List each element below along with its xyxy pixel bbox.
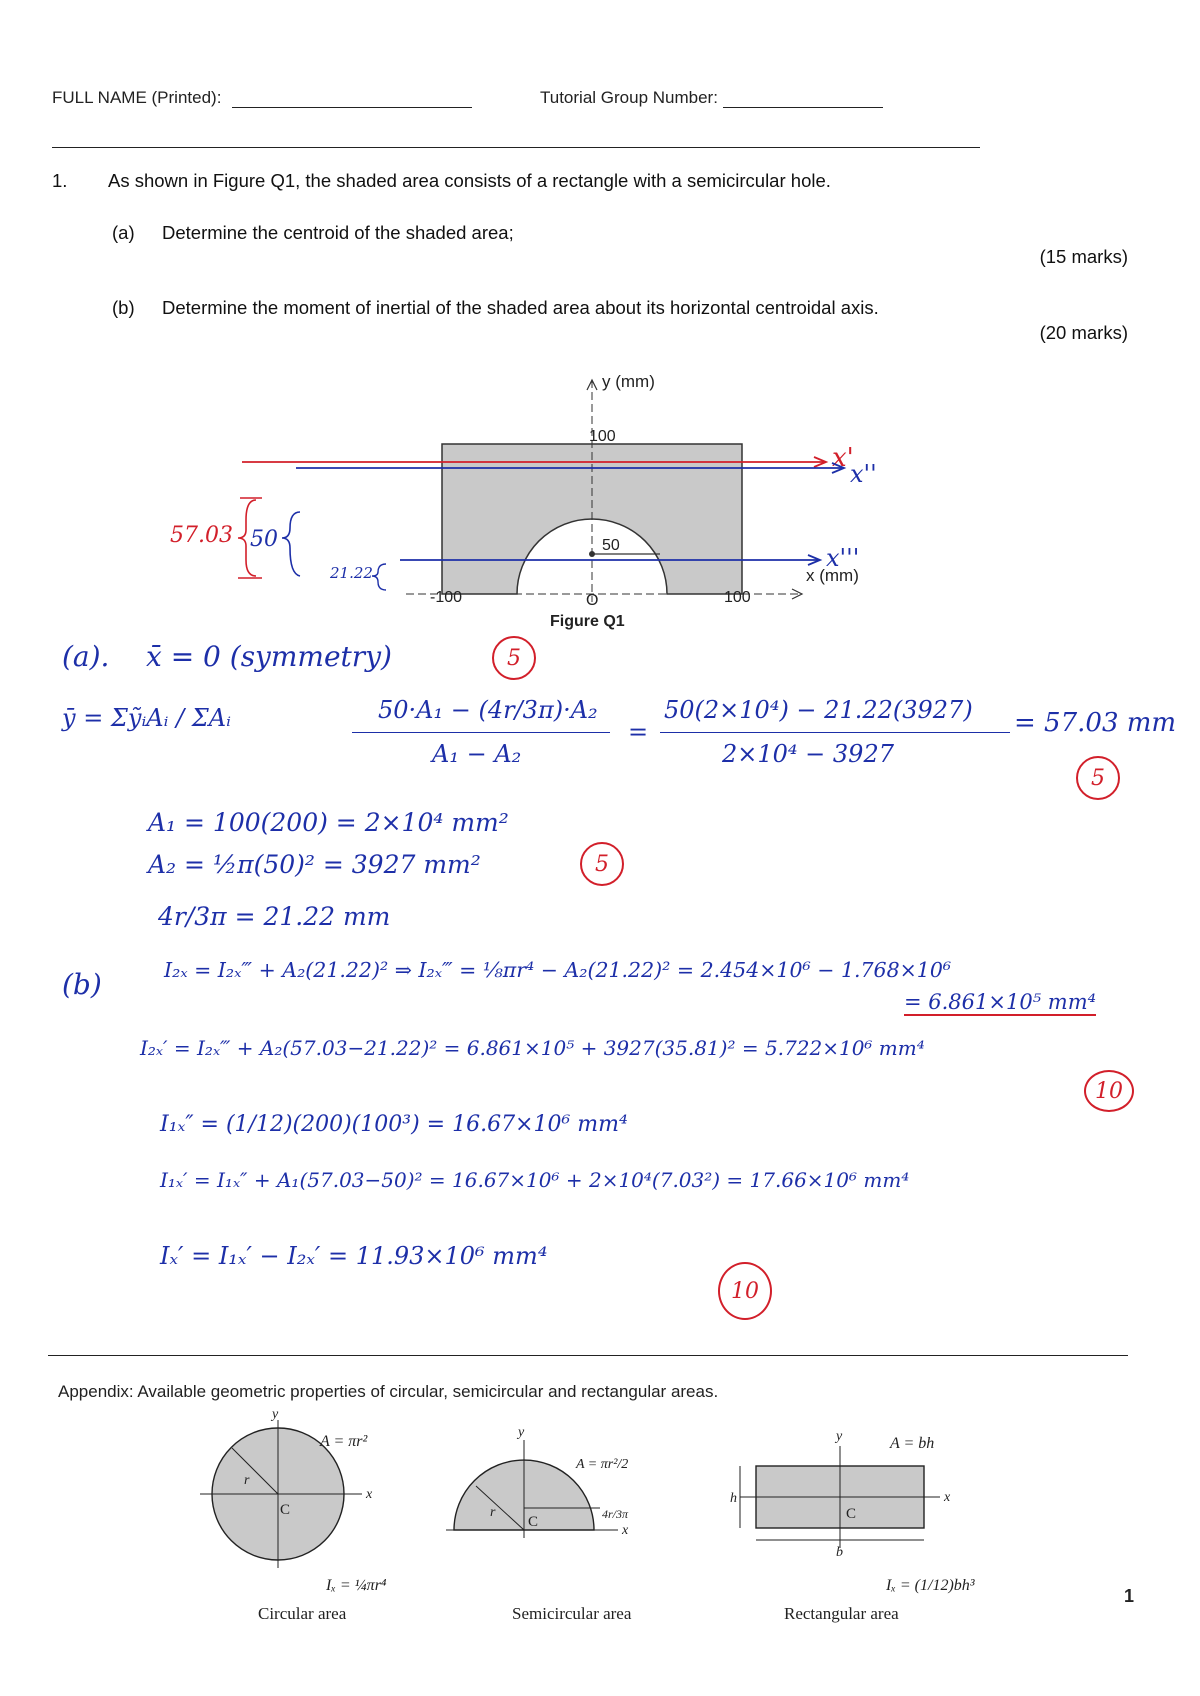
name-label: FULL NAME (Printed): [52, 88, 222, 107]
mark-ybar: 5 [1076, 756, 1120, 800]
sol-b-line5: Iₓ′ = I₁ₓ′ − I₂ₓ′ = 11.93×10⁶ mm⁴ [160, 1242, 548, 1270]
sol-b-line1b: = 6.861×10⁵ mm⁴ [904, 990, 1097, 1014]
axis-x1-label: x' [832, 443, 854, 473]
appendix-rule [48, 1355, 1128, 1356]
appendix-rect-inertia: Iₓ = (1/12)bh³ [886, 1577, 975, 1594]
figure-caption: Figure Q1 [550, 613, 625, 630]
mark-b1: 10 [1084, 1070, 1134, 1112]
sol-ybar-den2: 2×10⁴ − 3927 [722, 740, 894, 768]
mark-areas: 5 [580, 842, 624, 886]
appendix-semi-x: x [622, 1523, 629, 1538]
dim-2122: 21.22 [330, 564, 373, 582]
appendix-rect-c: C [846, 1506, 857, 1522]
dim-50: 50 [250, 527, 278, 552]
sol-b-line2: I₂ₓ′ = I₂ₓ‴ + A₂(57.03−21.22)² = 6.861×10⁵ + 3927(35.81)² = 5.722×10⁶ mm⁴ [140, 1036, 925, 1060]
y-axis-label: y (mm) [602, 372, 655, 391]
appendix-circle-area: A = πr² [320, 1433, 368, 1450]
name-field [52, 88, 472, 108]
part-a-marks: (15 marks) [1039, 246, 1128, 267]
sol-ybar-result: = 57.03 mm [1014, 708, 1177, 738]
tick-100-top: 100 [589, 428, 616, 445]
sol-ybar-num1: 50·A₁ − (4r/3π)·A₂ [378, 696, 598, 724]
sol-ybar-bar2 [660, 732, 1010, 733]
sol-ybar-den1: A₁ − A₂ [432, 740, 522, 768]
figure-q1 [0, 360, 1200, 640]
axis-x2-label: x'' [850, 460, 877, 488]
radius-label: 50 [602, 537, 620, 554]
part-b-label: (b) [112, 297, 135, 318]
tick-100: 100 [724, 589, 751, 606]
sol-a-label: (a). [62, 640, 110, 673]
part-a-text: Determine the centroid of the shaded area; [162, 222, 514, 243]
part-b-text: Determine the moment of inertial of the shaded area about its horizontal centroidal axis. [162, 297, 879, 318]
group-blank [723, 91, 883, 108]
appendix-circle-r: r [244, 1473, 250, 1488]
origin-label: O [586, 592, 599, 609]
appendix-rect-h: h [730, 1491, 737, 1506]
header-rule [52, 147, 980, 148]
appendix-rect-y: y [836, 1429, 843, 1444]
appendix-semi-r: r [490, 1505, 496, 1520]
appendix-figures [0, 1410, 1200, 1630]
appendix-semi-dist: 4r/3π [602, 1507, 629, 1521]
sol-a2: A₂ = ½π(50)² = 3927 mm² [148, 850, 481, 879]
appendix-semi-c: C [528, 1514, 539, 1530]
appendix-circle-y: y [272, 1410, 279, 1422]
tick-neg100: -100 [430, 589, 463, 606]
page-number: 1 [1124, 1586, 1135, 1606]
sol-b-line1: I₂ₓ = I₂ₓ‴ + A₂(21.22)² ⇒ I₂ₓ‴ = ⅛πr⁴ − A₂(21.22)² = 2.454×10⁶ − 1.768×10⁶ [164, 958, 952, 982]
x-axis-label: x (mm) [806, 566, 859, 585]
question-text: As shown in Figure Q1, the shaded area consists of a rectangle with a semicircular hole. [108, 170, 831, 191]
appendix-circle-c: C [280, 1502, 291, 1518]
appendix-rect-area: A = bh [890, 1435, 935, 1452]
appendix-circle-inertia: Iₓ = ¼πr⁴ [326, 1577, 387, 1594]
appendix-rect-caption: Rectangular area [784, 1604, 899, 1623]
appendix-circle-caption: Circular area [258, 1604, 347, 1623]
appendix-rect-b: b [836, 1545, 843, 1560]
part-b-marks: (20 marks) [1039, 322, 1128, 343]
sol-ybar-bar1 [352, 732, 610, 733]
appendix-rect-x: x [944, 1490, 951, 1505]
mark-b2: 10 [718, 1262, 772, 1320]
appendix-semi-caption: Semicircular area [512, 1604, 632, 1623]
question-number: 1. [52, 170, 68, 191]
sol-xbar: x̄ = 0 (symmetry) [146, 640, 392, 673]
sol-ybar-num2: 50(2×10⁴) − 21.22(3927) [664, 696, 973, 724]
part-a-label: (a) [112, 222, 135, 243]
sol-4r: 4r/3π = 21.22 mm [158, 902, 391, 931]
sol-b-line4: I₁ₓ′ = I₁ₓ″ + A₁(57.03−50)² = 16.67×10⁶ + 2×10⁴(7.03²) = 17.66×10⁶ mm⁴ [160, 1168, 910, 1192]
dim-5703: 57.03 [170, 523, 233, 548]
appendix-semi-area: A = πr²/2 [576, 1457, 629, 1472]
axis-x3-label: x''' [826, 544, 860, 572]
appendix-title: Appendix: Available geometric properties of circular, semicircular and rectangular areas. [58, 1382, 719, 1401]
name-blank [232, 91, 472, 108]
sol-a1: A₁ = 100(200) = 2×10⁴ mm² [148, 808, 509, 837]
appendix-circle-x: x [366, 1487, 373, 1502]
sol-eq2: = [628, 718, 649, 746]
dim-50-brace [282, 512, 300, 576]
appendix-semi-y: y [518, 1425, 525, 1440]
mark-xbar: 5 [492, 636, 536, 680]
sol-b-line3: I₁ₓ″ = (1/12)(200)(100³) = 16.67×10⁶ mm⁴ [160, 1112, 628, 1137]
sol-ybar-lhs: ȳ = ΣỹᵢAᵢ / ΣAᵢ [62, 704, 231, 732]
dim-2122-brace [372, 564, 386, 590]
group-label: Tutorial Group Number: [540, 88, 718, 107]
sol-b-label: (b) [62, 968, 102, 1001]
group-field [540, 88, 883, 108]
